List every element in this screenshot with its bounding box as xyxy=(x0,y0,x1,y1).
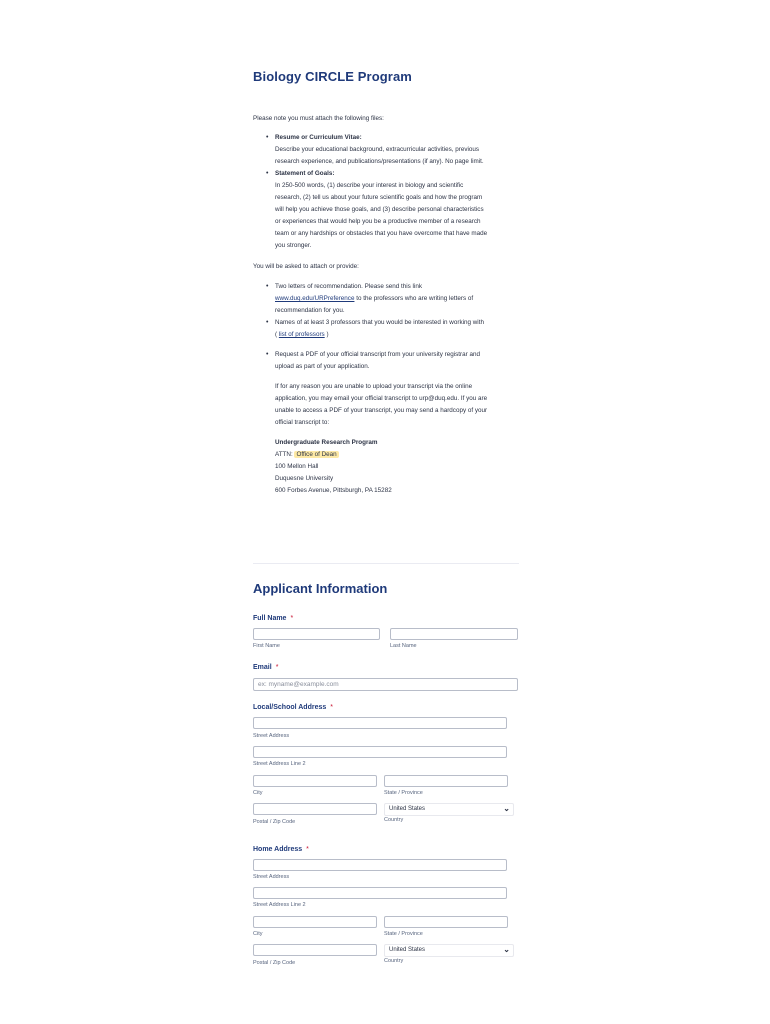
list-item-text: team or any hardships or obstacles that you have overcome that have made xyxy=(275,230,488,237)
label-text: Local/School Address xyxy=(253,704,327,711)
home-country-select[interactable] xyxy=(384,944,514,957)
list-item-text: to the professors who are writing letters of xyxy=(354,295,474,302)
note-line: official transcript to: xyxy=(275,419,330,426)
last-name-sublabel: Last Name xyxy=(390,643,417,649)
required-mark: * xyxy=(330,704,333,711)
city-sublabel: City xyxy=(253,790,263,796)
first-name-sublabel: First Name xyxy=(253,643,280,649)
list-item xyxy=(266,281,521,317)
home-city-input[interactable] xyxy=(253,916,377,928)
attach-intro-text: You will be asked to attach or provide: xyxy=(253,263,359,270)
list-item-text: Describe your educational background, extracurricular activities, previous xyxy=(275,146,480,153)
required-mark: * xyxy=(290,615,294,622)
list-item-text: will help you achieve those goals, and (3) describe personal characteristics xyxy=(275,206,484,213)
local-country-select[interactable] xyxy=(384,803,514,816)
list-item-text: research experience, and publications/presentations (if any). No page limit. xyxy=(275,158,484,165)
country-value: United States xyxy=(389,947,426,953)
list-item xyxy=(266,168,521,252)
list-item-text: upload as part of your application. xyxy=(275,363,370,370)
required-mark: * xyxy=(306,846,309,853)
section-divider xyxy=(253,563,519,564)
local-zip-input[interactable] xyxy=(253,803,377,815)
home-state-input[interactable] xyxy=(384,916,508,928)
list-item-text: you stronger. xyxy=(275,242,312,249)
street-sublabel: Street Address xyxy=(253,874,290,880)
paren-close: ) xyxy=(324,331,329,338)
provide-list xyxy=(266,281,521,341)
street2-sublabel: Street Address Line 2 xyxy=(253,902,306,908)
home-street2-input[interactable] xyxy=(253,887,507,899)
list-item-text: or experiences that would help you be a productive member of a research xyxy=(275,218,481,225)
recommendation-link[interactable]: www.duq.edu/URPreference xyxy=(275,295,355,302)
label-text: Full Name xyxy=(253,615,287,622)
street2-sublabel: Street Address Line 2 xyxy=(253,761,306,767)
transcript-list xyxy=(266,349,521,373)
list-item xyxy=(266,317,521,341)
list-item xyxy=(266,132,521,168)
page-title: Biology CIRCLE Program xyxy=(253,69,412,84)
first-name-input[interactable] xyxy=(253,628,380,640)
local-state-input[interactable] xyxy=(384,775,508,787)
home-address-label xyxy=(253,846,309,853)
label-text: Home Address xyxy=(253,846,303,853)
address-org: Undergraduate Research Program xyxy=(275,439,378,446)
address-line: Duquesne University xyxy=(275,475,334,482)
note-line: If for any reason you are unable to upload your transcript via the online xyxy=(275,383,473,390)
full-name-label xyxy=(253,615,293,622)
email-label xyxy=(253,664,278,671)
note-line: unable to access a PDF of your transcript, you may send a hardcopy of your xyxy=(275,407,488,414)
local-street-input[interactable] xyxy=(253,717,507,729)
address-attn-highlight: Office of Dean xyxy=(296,451,337,458)
address-attn: ATTN: xyxy=(275,451,295,458)
city-sublabel: City xyxy=(253,931,263,937)
label-text: Email xyxy=(253,664,272,671)
list-item-text: In 250-500 words, (1) describe your interest in biology and scientific xyxy=(275,182,464,189)
list-item-text: research, (2) tell us about your future scientific goals and how the program xyxy=(275,194,483,201)
section-title: Applicant Information xyxy=(253,581,388,596)
list-item-text: • Two letters of recommendation. Please send this link xyxy=(275,283,422,290)
state-sublabel: State / Province xyxy=(384,931,423,937)
country-value: United States xyxy=(389,806,426,812)
paren-open: ( xyxy=(275,331,279,338)
home-zip-input[interactable] xyxy=(253,944,377,956)
list-item xyxy=(266,349,521,373)
mailing-address xyxy=(275,437,525,497)
chevron-down-icon: ⌄ xyxy=(503,804,510,813)
required-files-list xyxy=(266,132,521,252)
zip-sublabel: Postal / Zip Code xyxy=(253,960,296,966)
local-address-label xyxy=(253,704,333,711)
address-line: 600 Forbes Avenue, Pittsburgh, PA 15282 xyxy=(275,487,392,494)
list-item-text: • Names of at least 3 professors that you would be interested in working with xyxy=(275,319,484,326)
note-line: application, you may email your official transcript to urp@duq.edu. If you are xyxy=(275,395,488,402)
intro-text: Please note you must attach the following files: xyxy=(253,115,384,122)
required-mark: * xyxy=(275,664,279,671)
list-item-text: recommendation for you. xyxy=(275,307,345,314)
zip-sublabel: Postal / Zip Code xyxy=(253,819,296,825)
list-item-text: • Request a PDF of your official transcript from your university registrar and xyxy=(275,351,480,358)
local-street2-input[interactable] xyxy=(253,746,507,758)
country-sublabel: Country xyxy=(384,958,404,964)
street-sublabel: Street Address xyxy=(253,733,290,739)
transcript-note xyxy=(275,381,525,429)
address-line: 100 Mellon Hall xyxy=(275,463,319,470)
state-sublabel: State / Province xyxy=(384,790,423,796)
professors-list-link[interactable]: list of professors xyxy=(278,331,325,338)
list-item-heading: • Statement of Goals: xyxy=(275,170,335,177)
email-input[interactable]: ex: myname@example.com xyxy=(253,678,518,691)
chevron-down-icon: ⌄ xyxy=(503,945,510,954)
list-item-heading: • Resume or Curriculum Vitae: xyxy=(275,134,362,141)
home-street-input[interactable] xyxy=(253,859,507,871)
country-sublabel: Country xyxy=(384,817,404,823)
local-city-input[interactable] xyxy=(253,775,377,787)
last-name-input[interactable] xyxy=(390,628,518,640)
